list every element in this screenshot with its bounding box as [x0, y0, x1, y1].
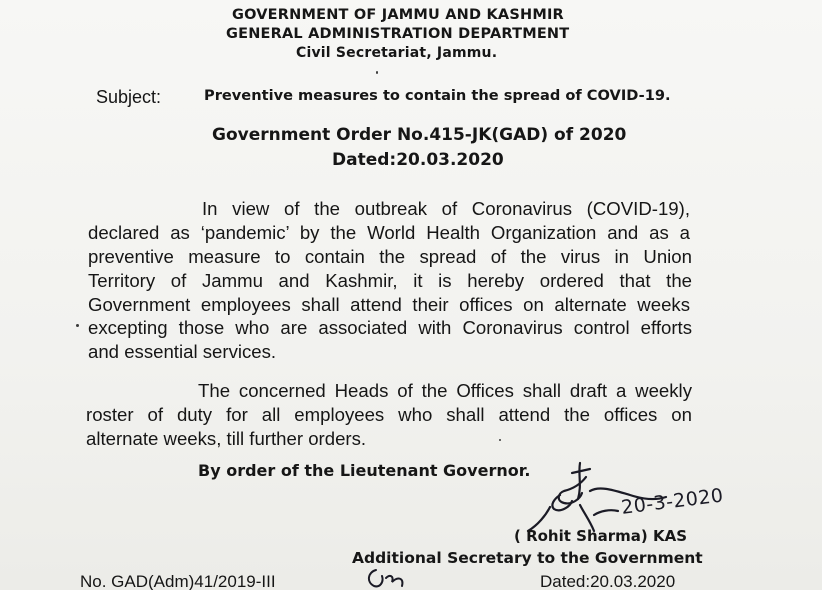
paragraph-line: excepting those who are associated with Coronavirus control efforts — [88, 317, 692, 338]
order-number: Government Order No.415-JK(GAD) of 2020 — [212, 125, 627, 145]
letterhead-government: GOVERNMENT OF JAMMU AND KASHMIR — [232, 7, 564, 23]
letterhead-location: Civil Secretariat, Jammu. — [296, 45, 498, 61]
scan-speck — [76, 324, 79, 327]
letterhead-department: GENERAL ADMINISTRATION DEPARTMENT — [226, 26, 570, 42]
scan-speck — [376, 71, 378, 74]
initials-scribble — [364, 566, 412, 590]
by-order-line: By order of the Lieutenant Governor. — [198, 461, 531, 480]
signer-name: ( Rohit Sharma) KAS — [514, 527, 688, 545]
paragraph-line: alternate weeks, till further orders. — [86, 428, 367, 449]
scan-speck — [499, 439, 501, 441]
handwritten-date: 20-3-2020 — [620, 484, 725, 519]
paragraph-line: roster of duty for all employees who shall attend the offices on — [86, 404, 692, 425]
subject-label: Subject: — [96, 87, 162, 107]
paragraph-line: and essential services. — [88, 341, 277, 362]
paragraph-line: Territory of Jammu and Kashmir, it is hereby ordered that the — [88, 270, 692, 291]
paragraph-line: preventive measure to contain the spread of the virus in Union — [88, 246, 692, 267]
signer-title: Additional Secretary to the Government — [352, 549, 703, 567]
paragraph-line: Government employees shall attend their offices on alternate weeks — [88, 294, 690, 315]
paragraph-line: In view of the outbreak of Coronavirus (COVID-19), — [202, 198, 690, 219]
order-date: Dated:20.03.2020 — [332, 150, 504, 170]
paragraph-line: declared as ‘pandemic’ by the World Health Organization and as a — [88, 222, 690, 243]
subject-text: Preventive measures to contain the spread of COVID-19. — [204, 87, 671, 104]
reference-date: Dated:20.03.2020 — [540, 572, 676, 590]
reference-number: No. GAD(Adm)41/2019-III — [80, 572, 276, 590]
paragraph-line: The concerned Heads of the Offices shall draft a weekly — [198, 380, 692, 401]
